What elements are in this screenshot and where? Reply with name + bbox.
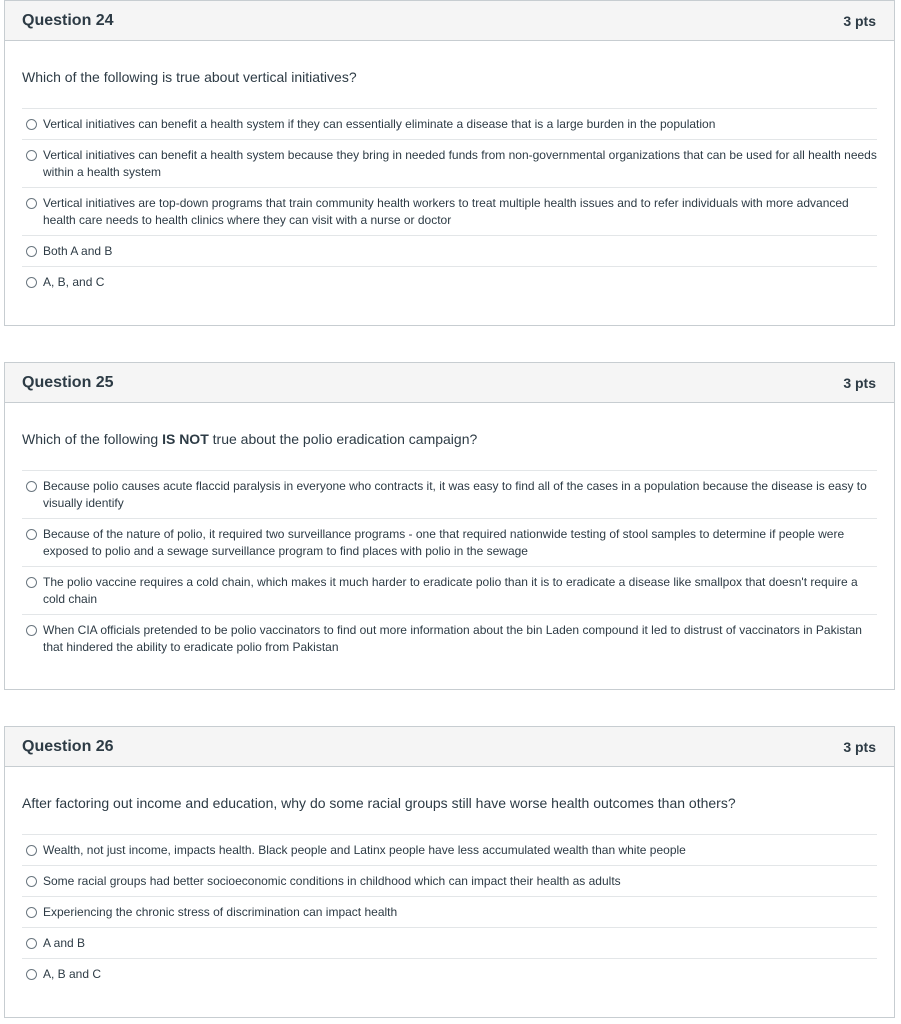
question-body bbox=[5, 41, 894, 297]
radio-button[interactable] bbox=[26, 845, 37, 856]
answer-label: Vertical initiatives are top-down programs that train community health workers to treat multiple health issues and to refer individuals with more advanced health care needs to health clinics where they can visit with a nurse or doctor bbox=[43, 196, 849, 227]
question-title: Question 24 bbox=[22, 11, 114, 29]
answer-option[interactable] bbox=[22, 140, 877, 188]
question-text-part: After factoring out income and education, why do some racial groups still have worse health outcomes than others? bbox=[22, 795, 736, 811]
answer-label: Some racial groups had better socioeconomic conditions in childhood which can impact their health as adults bbox=[43, 874, 621, 888]
answer-option[interactable] bbox=[22, 897, 877, 928]
answer-list bbox=[22, 108, 877, 297]
answer-label: Because polio causes acute flaccid paralysis in everyone who contracts it, it was easy to find all of the cases in a population because the disease is easy to visually identify bbox=[43, 479, 867, 510]
question-text bbox=[22, 430, 877, 448]
question-header bbox=[5, 1, 894, 41]
answer-label: Because of the nature of polio, it required two surveillance programs - one that required nationwide testing of stool samples to determine if people were exposed to polio and a sewage surveillance program to find places with polio in the sewage bbox=[43, 527, 845, 558]
radio-button[interactable] bbox=[26, 625, 37, 636]
answer-option[interactable] bbox=[22, 959, 877, 989]
question-text bbox=[22, 794, 877, 812]
answer-option[interactable] bbox=[22, 615, 877, 662]
radio-button[interactable] bbox=[26, 529, 37, 540]
question-text-part: Which of the following is true about vertical initiatives? bbox=[22, 69, 357, 85]
question-text bbox=[22, 68, 877, 86]
radio-button[interactable] bbox=[26, 246, 37, 257]
answer-option[interactable] bbox=[22, 236, 877, 267]
radio-button[interactable] bbox=[26, 277, 37, 288]
answer-label: The polio vaccine requires a cold chain, which makes it much harder to eradicate polio than it is to eradicate a disease like smallpox that doesn't require a cold chain bbox=[43, 575, 858, 606]
answer-list bbox=[22, 834, 877, 989]
question-header bbox=[5, 727, 894, 767]
radio-button[interactable] bbox=[26, 119, 37, 130]
answer-option[interactable] bbox=[22, 835, 877, 866]
answer-label: When CIA officials pretended to be polio vaccinators to find out more information about the bin Laden compound it led to distrust of vaccinators in Pakistan that hindered the ability to eradicate polio from Pakistan bbox=[43, 623, 862, 654]
question-points: 3 pts bbox=[843, 738, 876, 755]
question-title: Question 26 bbox=[22, 737, 114, 755]
answer-label: A, B and C bbox=[43, 967, 102, 981]
radio-button[interactable] bbox=[26, 198, 37, 209]
radio-button[interactable] bbox=[26, 969, 37, 980]
answer-option[interactable] bbox=[22, 267, 877, 297]
radio-button[interactable] bbox=[26, 876, 37, 887]
question-header bbox=[5, 363, 894, 403]
question-card bbox=[4, 726, 895, 1018]
radio-button[interactable] bbox=[26, 938, 37, 949]
answer-label: Vertical initiatives can benefit a health system if they can essentially eliminate a disease that is a large burden in the population bbox=[43, 117, 716, 131]
question-body bbox=[5, 767, 894, 989]
answer-option[interactable] bbox=[22, 109, 877, 140]
question-card bbox=[4, 0, 895, 326]
question-title: Question 25 bbox=[22, 373, 114, 391]
question-text-part: true about the polio eradication campaign? bbox=[208, 431, 478, 447]
answer-option[interactable] bbox=[22, 567, 877, 615]
answer-label: Wealth, not just income, impacts health. Black people and Latinx people have less accumulated wealth than white people bbox=[43, 843, 686, 857]
answer-option[interactable] bbox=[22, 471, 877, 519]
answer-option[interactable] bbox=[22, 188, 877, 236]
answer-option[interactable] bbox=[22, 866, 877, 897]
answer-label: Experiencing the chronic stress of discrimination can impact health bbox=[43, 905, 398, 919]
radio-button[interactable] bbox=[26, 481, 37, 492]
question-text-emphasis: IS NOT bbox=[162, 431, 209, 447]
question-body bbox=[5, 403, 894, 662]
question-points: 3 pts bbox=[843, 374, 876, 391]
question-points: 3 pts bbox=[843, 12, 876, 29]
answer-label: Both A and B bbox=[43, 244, 113, 258]
answer-label: A, B, and C bbox=[43, 275, 105, 289]
answer-option[interactable] bbox=[22, 928, 877, 959]
radio-button[interactable] bbox=[26, 577, 37, 588]
answer-list bbox=[22, 470, 877, 662]
answer-label: Vertical initiatives can benefit a health system because they bring in needed funds from non-governmental organizations that can be used for all health needs within a health system bbox=[43, 148, 877, 179]
radio-button[interactable] bbox=[26, 907, 37, 918]
radio-button[interactable] bbox=[26, 150, 37, 161]
question-text-part: Which of the following bbox=[22, 431, 163, 447]
question-card bbox=[4, 362, 895, 690]
answer-option[interactable] bbox=[22, 519, 877, 567]
answer-label: A and B bbox=[43, 936, 86, 950]
